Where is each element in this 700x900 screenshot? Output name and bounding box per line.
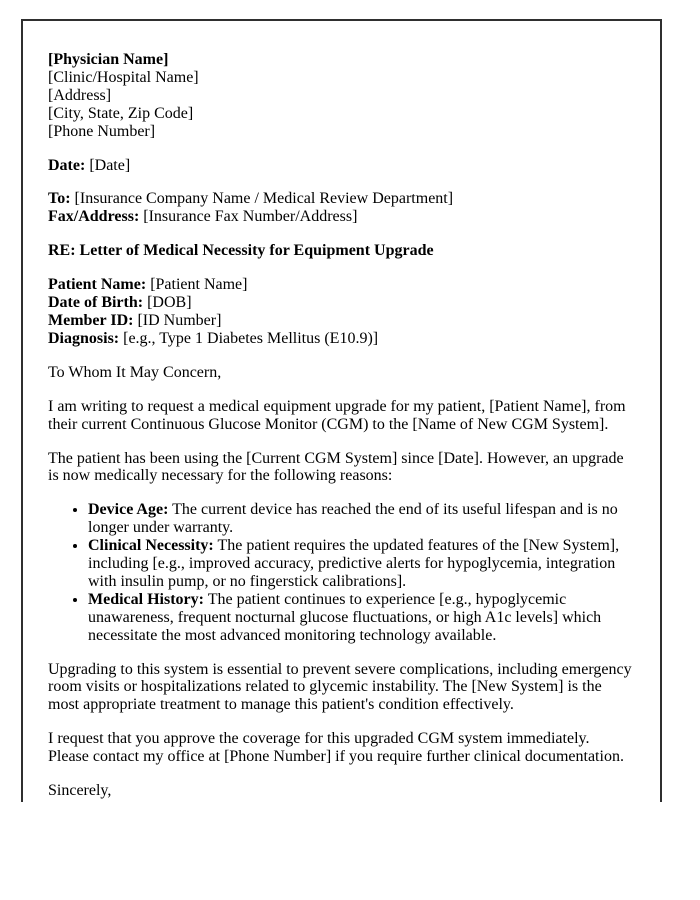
clinic-address: [Address] [48, 86, 112, 104]
diagnosis-value: [e.g., Type 1 Diabetes Mellitus (E10.9)] [123, 329, 379, 347]
reason-device-age-label: Device Age: [88, 501, 169, 519]
reason-clinical-necessity [88, 537, 633, 591]
closing: Sincerely, [48, 782, 112, 800]
clinic-name: [Clinic/Hospital Name] [48, 68, 199, 86]
fax-label: Fax/Address: [48, 208, 140, 226]
reason-medical-history [88, 591, 633, 645]
dob-value: [DOB] [147, 294, 192, 312]
to-value: [Insurance Company Name / Medical Review Department] [74, 190, 454, 208]
clinic-city-state-zip: [City, State, Zip Code] [48, 104, 194, 122]
reason-device-age [88, 501, 633, 537]
clinic-phone: [Phone Number] [48, 122, 156, 140]
patient-name-label: Patient Name: [48, 276, 147, 294]
reason-medical-history-label: Medical History: [88, 590, 204, 608]
recipient-block [48, 190, 633, 226]
to-label: To: [48, 190, 71, 208]
letterhead-block [48, 51, 633, 141]
history-paragraph: The patient has been using the [Current CGM System] since [Date]. However, an upgrade is now medically necessary for the following reasons: [48, 449, 624, 485]
reason-clinical-necessity-label: Clinical Necessity: [88, 537, 214, 555]
member-id-label: Member ID: [48, 311, 134, 329]
reason-medical-history-text: The patient continues to experience [e.g., hypoglycemic unawareness, frequent nocturnal glucose fluctuations, or high A1c levels] which necessitate the most advanced monitoring technology available. [88, 590, 602, 644]
justification-paragraph: Upgrading to this system is essential to prevent severe complications, including emergency room visits or hospitalizations related to glycemic instability. The [New System] is the most appropriate treatment to manage this patient's condition effectively. [48, 660, 632, 714]
date-line [48, 157, 633, 175]
fax-value: [Insurance Fax Number/Address] [143, 208, 358, 226]
request-paragraph: I request that you approve the coverage for this upgraded CGM system immediately. Please contact my office at [Phone Number] if you require further clinical documentation. [48, 730, 624, 766]
patient-name-value: [Patient Name] [150, 276, 248, 294]
subject-line [48, 242, 633, 260]
physician-name: [Physician Name] [48, 51, 169, 68]
date-label: Date: [48, 156, 86, 174]
patient-info-block [48, 276, 633, 348]
letter-frame [21, 19, 662, 802]
reasons-list [48, 501, 633, 644]
dob-label: Date of Birth: [48, 294, 144, 312]
diagnosis-label: Diagnosis: [48, 329, 120, 347]
member-id-value: [ID Number] [137, 311, 222, 329]
intro-paragraph: I am writing to request a medical equipment upgrade for my patient, [Patient Name], from their current Continuous Glucose Monitor (CGM) to the [Name of New CGM System]. [48, 397, 626, 433]
date-value: [Date] [89, 156, 131, 174]
reason-clinical-necessity-text: The patient requires the updated features of the [New System], including [e.g., improved accuracy, predictive alerts for hypoglycemia, integration with insulin pump, or no fingerstick calibrations]. [88, 537, 620, 590]
subject-text: RE: Letter of Medical Necessity for Equipment Upgrade [48, 242, 434, 260]
salutation: To Whom It May Concern, [48, 363, 222, 381]
reason-device-age-text: The current device has reached the end of its useful lifespan and is no longer under warranty. [88, 501, 618, 537]
